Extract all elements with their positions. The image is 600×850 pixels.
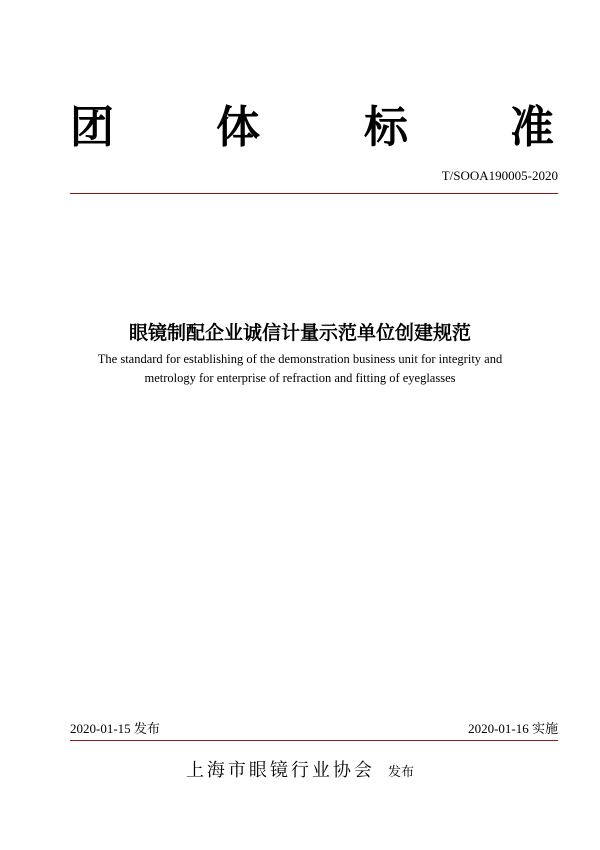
english-title-line-2: metrology for enterprise of refraction and fitting of eyeglasses [144,371,456,385]
publisher-suffix: 发布 [388,765,415,780]
title-char-1: 团 [70,102,114,153]
standard-type-title [70,100,560,160]
title-char-4: 准 [510,102,554,153]
bottom-divider [70,740,558,741]
document-title-english [80,350,520,388]
english-title-line-1: The standard for establishing of the demonstration business unit for integrity and [97,352,503,366]
publish-date: 2020-01-15 发布 [70,721,160,736]
top-divider [70,193,558,194]
title-char-3: 标 [364,102,408,153]
effective-date: 2020-01-16 实施 [468,721,558,736]
publisher-organization: 上海市眼镜行业协会 [185,760,375,781]
document-title-chinese: 眼镜制配企业诚信计量示范单位创建规范 [128,322,471,344]
title-char-2: 体 [216,102,260,153]
document-number: T/SOOA190005-2020 [441,168,558,183]
publisher-line [0,756,600,782]
